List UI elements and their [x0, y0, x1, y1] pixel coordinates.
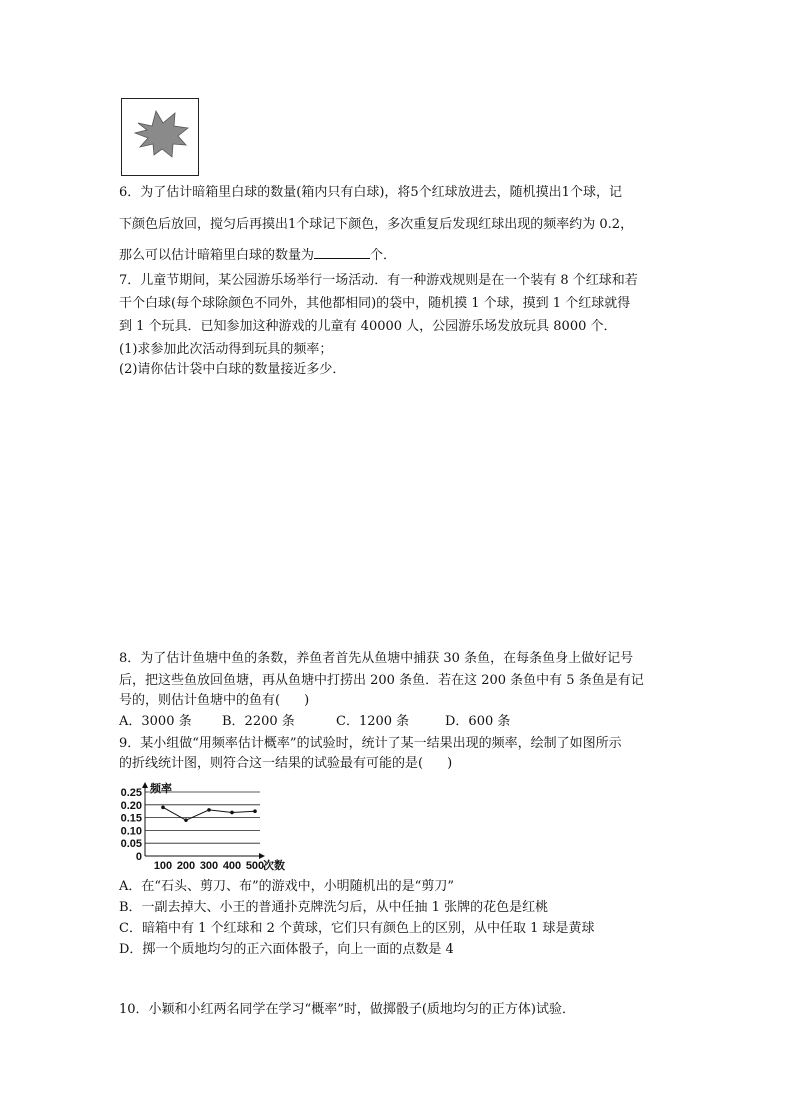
q7-line-3: 到 1 个玩具．已知参加这种游戏的儿童有 40000 人，公园游乐场发放玩具 8000 个． [119, 319, 617, 334]
q9-option-b[interactable]: B．一副去掉大、小王的普通扑克牌洗匀后，从中任抽 1 张牌的花色是红桃 [119, 900, 549, 915]
q8-line-1: 8．为了估计鱼塘中鱼的条数，养鱼者首先从鱼塘中捕获 30 条鱼，在每条鱼身上做好记号 [119, 651, 634, 666]
q9-option-d[interactable]: D．掷一个质地均匀的正六面体骰子，向上一面的点数是 4 [119, 942, 454, 957]
q7-subquestion-2: (2)请你估计袋中白球的数量接近多少． [119, 362, 346, 377]
q8-option-c[interactable]: C．1200 条 [336, 714, 410, 729]
chart-series [161, 806, 257, 822]
chart-data-point [253, 809, 257, 813]
chart-x-tick-label: 100 [153, 860, 173, 872]
star-shape-icon [122, 99, 198, 175]
chart-data-point [184, 818, 188, 822]
chart-data-point [161, 806, 165, 810]
q7-subquestion-1: (1)求参加此次活动得到玩具的频率； [119, 342, 333, 357]
answer-blank[interactable] [314, 246, 370, 259]
chart-y-tick-label: 0.05 [120, 838, 142, 851]
star-figure [121, 98, 199, 176]
y-axis-arrow-icon [142, 782, 148, 788]
q8-line-3: 号的，则估计鱼塘中的鱼有( ) [119, 693, 310, 708]
chart-ticks [121, 787, 265, 872]
question-10: 10．小颖和小红两名同学在学习“概率”时，做掷骰子(质地均匀的正方体)试验． [119, 1002, 575, 1017]
chart-y-tick-label: 0.25 [120, 787, 142, 799]
q7-line-1: 7．儿童节期间，某公园游乐场举行一场活动．有一种游戏规则是在一个装有 8 个红球和若 [119, 273, 638, 288]
q9-line-1: 9．某小组做“用频率估计概率”的试验时，统计了某一结果出现的频率，绘制了如图所示 [119, 736, 622, 751]
chart-grid [145, 792, 260, 843]
q9-line-2: 的折线统计图，则符合这一结果的试验最有可能的是( ) [119, 756, 453, 771]
chart-data-point [207, 808, 211, 812]
q8-option-d[interactable]: D．600 条 [445, 714, 511, 729]
chart-y-tick-label: 0.15 [120, 812, 142, 825]
q6-line-2: 下颜色后放回，搅匀后再摸出1个球记下颜色，多次重复后发现红球出现的频率约为 0.2， [119, 217, 634, 232]
chart-x-tick-label: 300 [199, 860, 219, 872]
chart-y-axis-label: 频率 [150, 783, 172, 795]
q7-line-2: 干个白球(每个球除颜色不同外，其他都相同)的袋中，随机摸 1 个球，摸到 1 个红球就得 [119, 296, 631, 311]
chart-x-tick-label: 200 [176, 860, 196, 872]
chart-x-tick-label: 400 [222, 860, 242, 872]
q9-option-a[interactable]: A．在“石头、剪刀、布”的游戏中，小明随机出的是“剪刀” [119, 879, 454, 894]
chart-y-tick-label: 0.10 [120, 825, 142, 838]
chart-y-tick-label: 0 [135, 851, 142, 863]
chart-x-axis-label: 次数 [263, 860, 285, 872]
q8-option-a[interactable]: A．3000 条 [119, 714, 192, 729]
frequency-line-chart [115, 780, 295, 875]
q6-line-3: 那么可以估计暗箱里白球的数量为 个． [119, 248, 397, 263]
q8-option-b[interactable]: B．2200 条 [222, 714, 295, 729]
q9-option-c[interactable]: C．暗箱中有 1 个红球和 2 个黄球，它们只有颜色上的区别，从中任取 1 球是黄球 [119, 921, 595, 936]
chart-x-tick-label: 500 [245, 860, 265, 872]
chart-data-point [230, 811, 234, 815]
chart-y-tick-label: 0.20 [120, 799, 142, 812]
x-axis-arrow-icon [259, 853, 265, 859]
q6-line-1: 6．为了估计暗箱里白球的数量(箱内只有白球)，将5个红球放进去，随机摸出1个球，记 [119, 185, 622, 200]
q8-line-2: 后，把这些鱼放回鱼塘，再从鱼塘中打捞出 200 条鱼．若在这 200 条鱼中有 5 条鱼是有记 [119, 673, 644, 688]
